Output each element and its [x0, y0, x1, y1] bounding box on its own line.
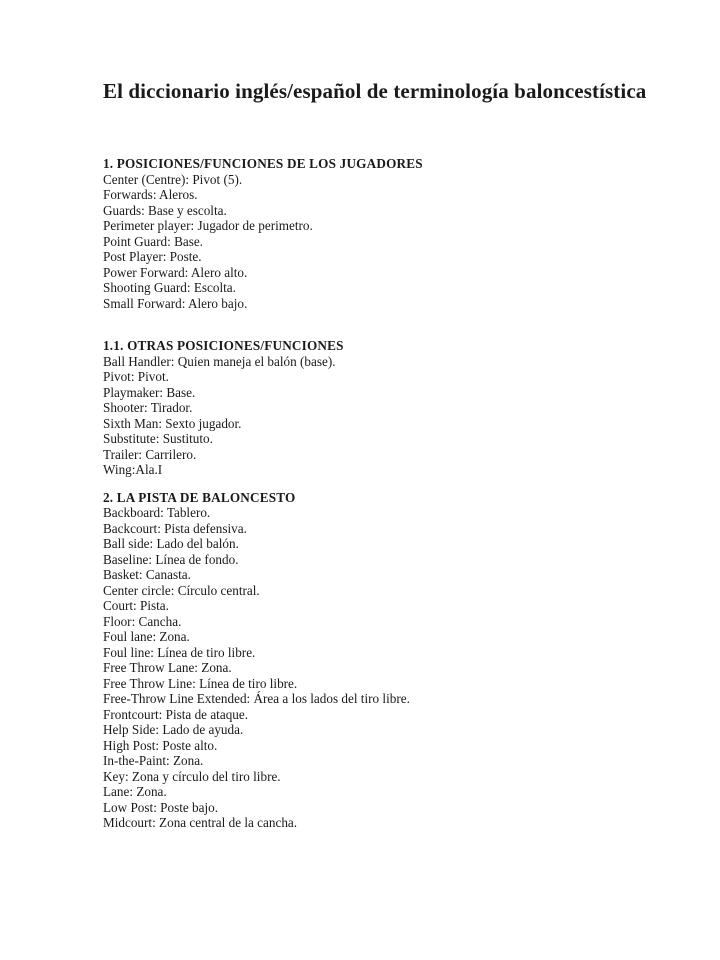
glossary-entry: Sixth Man: Sexto jugador. — [103, 415, 242, 431]
document-page — [103, 78, 683, 831]
glossary-entry: Wing:Ala.I — [103, 462, 163, 477]
glossary-entry: Pivot: Pivot. — [103, 369, 169, 384]
section-heading: 1. POSICIONES/FUNCIONES DE LOS JUGADORES — [103, 156, 423, 171]
glossary-entry: Midcourt: Zona central de la cancha. — [103, 815, 298, 830]
glossary-entry: Free-Throw Line Extended: Área a los lados del tiro libre. — [103, 691, 410, 706]
glossary-entry: Shooting Guard: Escolta. — [103, 280, 236, 295]
entry-list — [103, 354, 683, 478]
glossary-entry: Shooter: Tirador. — [103, 400, 193, 415]
glossary-entry: Foul lane: Zona. — [103, 629, 190, 644]
glossary-entry: Foul line: Línea de tiro libre. — [103, 644, 256, 660]
glossary-entry: Post Player: Poste. — [103, 249, 202, 264]
glossary-entry: Court: Pista. — [103, 598, 169, 613]
glossary-entry: Basket: Canasta. — [103, 567, 191, 582]
glossary-entry: Point Guard: Base. — [103, 233, 203, 249]
glossary-entry: Perimeter player: Jugador de perimetro. — [103, 218, 313, 233]
entry-list — [103, 172, 683, 312]
glossary-entry: Floor: Cancha. — [103, 613, 182, 629]
glossary-entry: High Post: Poste alto. — [103, 737, 218, 753]
glossary-entry: Lane: Zona. — [103, 784, 167, 799]
glossary-entry: Key: Zona y círculo del tiro libre. — [103, 768, 281, 784]
glossary-entry: Free Throw Line: Línea de tiro libre. — [103, 675, 298, 691]
glossary-entry: Trailer: Carrilero. — [103, 446, 197, 462]
glossary-entry: Backboard: Tablero. — [103, 505, 211, 520]
glossary-entry: Center (Centre): Pivot (5). — [103, 171, 243, 187]
glossary-entry: Free Throw Lane: Zona. — [103, 660, 232, 675]
glossary-entry: Center circle: Círculo central. — [103, 582, 260, 598]
glossary-entry: Baseline: Línea de fondo. — [103, 551, 239, 567]
glossary-entry: Low Post: Poste bajo. — [103, 799, 219, 815]
glossary-entry: Substitute: Sustituto. — [103, 431, 213, 446]
glossary-entry: Forwards: Aleros. — [103, 187, 198, 202]
glossary-entry: Ball side: Lado del balón. — [103, 536, 239, 551]
glossary-entry: In-the-Paint: Zona. — [103, 753, 204, 768]
glossary-entry: Help Side: Lado de ayuda. — [103, 722, 244, 737]
glossary-entry: Playmaker: Base. — [103, 384, 196, 400]
glossary-entry: Backcourt: Pista defensiva. — [103, 520, 247, 536]
entry-list — [103, 505, 683, 831]
section-player-positions — [103, 156, 683, 311]
document-title: El diccionario inglés/español de terminología baloncestística — [103, 79, 647, 103]
glossary-entry: Power Forward: Alero alto. — [103, 264, 248, 280]
section-heading: 2. LA PISTA DE BALONCESTO — [103, 489, 296, 505]
glossary-entry: Ball Handler: Quien maneja el balón (base). — [103, 353, 336, 369]
glossary-entry: Guards: Base y escolta. — [103, 202, 227, 218]
section-other-positions — [103, 338, 683, 478]
section-basketball-court — [103, 490, 683, 831]
section-heading: 1.1. OTRAS POSICIONES/FUNCIONES — [103, 338, 344, 353]
glossary-entry: Frontcourt: Pista de ataque. — [103, 706, 249, 722]
glossary-entry: Small Forward: Alero bajo. — [103, 295, 248, 311]
